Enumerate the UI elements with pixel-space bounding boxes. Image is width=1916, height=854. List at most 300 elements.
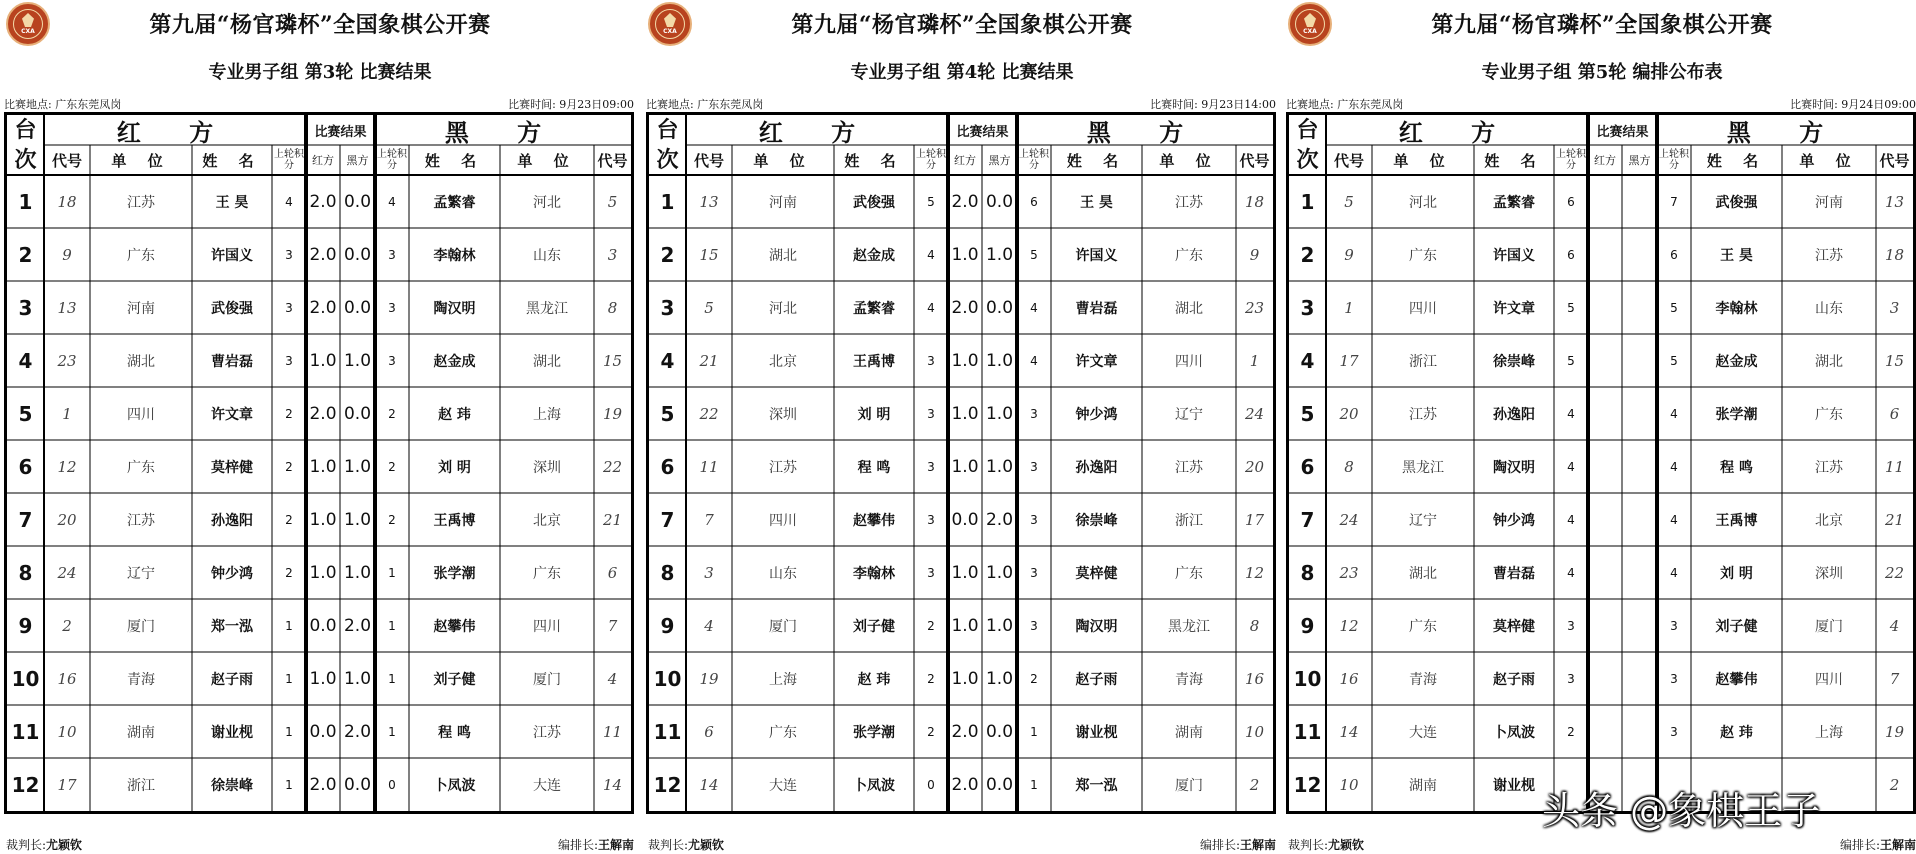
black-prev-points-cell: 5 [1030, 247, 1038, 262]
black-name-cell: 李翰林 [433, 247, 476, 264]
black-unit-cell: 广东 [1175, 247, 1203, 264]
black-result-cell: 2.0 [343, 721, 372, 742]
black-code-cell: 5 [607, 192, 618, 211]
black-name-cell: 曹岩磊 [1075, 300, 1118, 317]
black-result-cell [1622, 228, 1657, 281]
red-name-cell: 钟少鸿 [211, 565, 253, 582]
red-result-cell: 2.0 [309, 244, 337, 265]
red-code-cell: 14 [1339, 722, 1359, 741]
board-cell: 6 [18, 454, 33, 479]
red-unit-cell: 河南 [127, 300, 155, 317]
black-prev-points-cell: 6 [1030, 194, 1038, 209]
black-result-cell: 0.0 [985, 191, 1014, 212]
red-result-cell [1588, 652, 1622, 705]
red-unit-cell: 江苏 [127, 194, 155, 211]
chief-referee-label: 裁判长: [648, 838, 689, 852]
match-time-text: 比赛时间: 9月23日14:00 [1150, 98, 1276, 111]
black-prev-points-header: 上轮积分 [377, 149, 407, 171]
black-code-cell: 21 [602, 510, 623, 529]
black-side-header: 黑 方 [1086, 117, 1204, 147]
table-number-header [649, 115, 686, 175]
board-cell: 8 [660, 560, 675, 585]
black-prev-points-cell: 4 [1670, 512, 1678, 527]
black-prev-points-cell: 1 [388, 565, 396, 580]
red-prev-points-cell: 4 [1567, 512, 1575, 527]
result-sheet [642, 0, 1282, 854]
black-side-header: 黑 方 [444, 117, 562, 147]
board-cell: 1 [660, 189, 675, 214]
black-code-cell: 13 [1884, 192, 1905, 211]
chief-referee-name: 尤颖钦 [688, 838, 725, 852]
black-code-cell: 18 [1884, 245, 1905, 264]
result-header: 比赛结果 [314, 124, 367, 140]
black-code-cell: 7 [1889, 669, 1900, 688]
red-code-cell: 24 [57, 563, 77, 582]
pairing-table [1286, 112, 1916, 814]
red-prev-points-cell: 1 [285, 671, 293, 686]
result-sheet [1282, 0, 1916, 854]
board-cell: 11 [653, 719, 682, 744]
black-prev-points-cell: 4 [1030, 300, 1038, 315]
red-name-cell: 张学潮 [853, 724, 895, 741]
red-unit-cell: 湖南 [127, 724, 155, 741]
black-code-cell: 8 [607, 298, 618, 317]
black-prev-points-cell: 5 [1670, 300, 1678, 315]
match-time-text: 比赛时间: 9月24日09:00 [1790, 98, 1916, 111]
black-unit-cell: 深圳 [533, 459, 561, 476]
black-result-cell [1622, 493, 1657, 546]
red-name-cell: 王禹博 [853, 353, 895, 370]
red-name-cell: 赵金成 [853, 247, 895, 264]
red-unit-header: 单 位 [111, 151, 171, 170]
black-unit-cell: 广东 [533, 565, 561, 582]
black-prev-points-header: 上轮积分 [1659, 149, 1689, 171]
black-code-cell: 10 [1244, 722, 1265, 741]
result-header: 比赛结果 [956, 124, 1009, 140]
black-result-cell: 1.0 [343, 350, 372, 371]
watermark-text: 头条 @象棋王子 [1542, 789, 1821, 833]
black-code-cell: 19 [602, 404, 623, 423]
red-result-cell [1588, 334, 1622, 387]
black-code-header: 代号 [597, 151, 628, 170]
black-unit-cell: 湖南 [1175, 724, 1203, 741]
black-prev-points-cell: 1 [1030, 724, 1038, 739]
red-prev-points-cell: 2 [285, 565, 293, 580]
black-unit-cell: 江苏 [533, 724, 561, 741]
black-code-cell: 7 [607, 616, 618, 635]
document-title: 第九届“杨官璘杯”全国象棋公开赛 [791, 12, 1133, 38]
red-code-cell: 12 [57, 457, 77, 476]
black-name-cell: 陶汉明 [1075, 618, 1118, 635]
match-time-text: 比赛时间: 9月23日09:00 [508, 98, 634, 111]
red-prev-points-cell: 5 [927, 194, 935, 209]
red-name-cell: 卜凤波 [853, 777, 895, 794]
red-prev-points-header: 上轮积分 [1556, 149, 1586, 171]
red-unit-cell: 四川 [127, 406, 155, 423]
chief-referee-signature [1288, 836, 1364, 853]
black-unit-header: 单 位 [1799, 151, 1859, 170]
red-result-cell: 2.0 [951, 297, 979, 318]
board-cell: 5 [1300, 401, 1315, 426]
black-result-cell: 2.0 [985, 509, 1014, 530]
red-unit-cell: 湖北 [1409, 565, 1437, 582]
black-name-cell: 程 鸣 [438, 724, 471, 741]
red-unit-cell: 青海 [1409, 671, 1437, 688]
black-code-cell: 21 [1884, 510, 1905, 529]
black-prev-points-cell: 4 [1670, 565, 1678, 580]
table-header-char-2: 次 [1296, 147, 1319, 173]
black-result-cell: 0.0 [343, 774, 372, 795]
black-result-cell: 0.0 [343, 191, 372, 212]
red-name-header: 姓 名 [844, 151, 904, 170]
red-prev-points-cell: 4 [1567, 459, 1575, 474]
logo-text: CXA [21, 28, 35, 35]
black-name-cell: 王禹博 [433, 512, 476, 529]
black-name-cell: 钟少鸿 [1075, 406, 1118, 423]
black-name-cell: 赵子雨 [1075, 671, 1118, 688]
board-cell: 9 [18, 613, 33, 638]
red-prev-points-cell: 4 [285, 194, 293, 209]
black-result-cell [1622, 652, 1657, 705]
black-code-cell: 3 [1889, 298, 1900, 317]
venue-text: 比赛地点: 广东东莞凤岗 [4, 98, 122, 111]
red-code-cell: 13 [57, 298, 77, 317]
black-unit-header: 单 位 [517, 151, 577, 170]
red-name-cell: 钟少鸿 [1493, 512, 1535, 529]
black-unit-cell: 厦门 [533, 671, 561, 688]
red-unit-cell: 湖北 [769, 247, 797, 264]
arranger-label: 编排长: [1839, 838, 1880, 852]
red-name-cell: 刘子健 [853, 618, 895, 635]
black-code-header: 代号 [1879, 151, 1910, 170]
board-cell: 7 [18, 507, 33, 532]
black-unit-cell: 四川 [533, 618, 561, 635]
red-code-cell: 2 [62, 616, 72, 635]
red-prev-points-cell: 2 [927, 618, 935, 633]
black-result-cell: 1.0 [343, 562, 372, 583]
black-result-cell [1622, 546, 1657, 599]
red-code-cell: 3 [704, 563, 714, 582]
red-code-cell: 17 [1339, 351, 1359, 370]
red-name-cell: 莫梓健 [211, 459, 253, 476]
board-cell: 7 [660, 507, 675, 532]
red-code-cell: 19 [699, 669, 719, 688]
result-sheet [0, 0, 640, 854]
red-code-cell: 23 [57, 351, 77, 370]
red-prev-points-cell: 4 [927, 300, 935, 315]
black-name-header: 姓 名 [424, 151, 485, 170]
black-name-cell: 刘 明 [1720, 565, 1753, 582]
logo-text: CXA [663, 28, 677, 35]
black-result-cell: 1.0 [985, 244, 1014, 265]
red-result-header: 红方 [312, 154, 334, 167]
red-name-cell: 陶汉明 [1493, 459, 1535, 476]
red-prev-points-cell: 3 [285, 247, 293, 262]
red-name-cell: 武俊强 [853, 194, 895, 211]
red-name-cell: 程 鸣 [857, 459, 891, 476]
red-unit-header: 单 位 [1393, 151, 1453, 170]
board-cell: 4 [660, 348, 675, 373]
black-name-cell: 许文章 [1075, 353, 1118, 370]
red-prev-points-cell: 3 [927, 353, 935, 368]
red-name-cell: 孙逸阳 [1493, 406, 1535, 423]
red-name-cell: 赵子雨 [1493, 671, 1535, 688]
black-prev-points-cell: 6 [1670, 247, 1678, 262]
black-prev-points-cell: 3 [1670, 618, 1678, 633]
black-unit-cell: 厦门 [1175, 777, 1203, 794]
red-prev-points-cell: 5 [1567, 353, 1575, 368]
red-unit-cell: 江苏 [127, 512, 155, 529]
black-result-cell: 1.0 [343, 509, 372, 530]
red-result-cell [1588, 546, 1622, 599]
board-cell: 8 [1300, 560, 1315, 585]
black-unit-cell: 黑龙江 [526, 300, 568, 317]
red-prev-points-cell: 2 [927, 724, 935, 739]
red-code-cell: 9 [62, 245, 72, 264]
red-unit-cell: 厦门 [127, 618, 155, 635]
black-unit-cell: 河北 [533, 194, 561, 211]
board-cell: 1 [18, 189, 33, 214]
black-name-cell: 莫梓健 [1075, 565, 1118, 582]
black-unit-cell: 山东 [1815, 300, 1843, 317]
chief-referee-name: 尤颖钦 [46, 838, 83, 852]
black-code-cell: 17 [1244, 510, 1265, 529]
black-code-cell: 11 [1884, 457, 1905, 476]
red-unit-cell: 深圳 [769, 406, 797, 423]
red-prev-points-cell: 6 [1567, 194, 1575, 209]
board-cell: 11 [1293, 719, 1322, 744]
arranger-name: 王解南 [1879, 838, 1916, 852]
black-prev-points-cell: 1 [388, 671, 396, 686]
black-unit-cell: 北京 [1815, 512, 1843, 529]
board-cell: 1 [1300, 189, 1315, 214]
red-result-cell: 1.0 [951, 615, 979, 636]
black-name-cell: 赵攀伟 [433, 618, 476, 635]
black-result-header: 黑方 [1628, 154, 1651, 167]
black-unit-cell: 青海 [1175, 671, 1203, 688]
red-name-cell: 谢业枧 [211, 724, 253, 741]
black-code-cell: 6 [607, 563, 618, 582]
red-result-cell: 0.0 [951, 509, 979, 530]
red-code-cell: 4 [704, 616, 714, 635]
black-code-cell: 3 [607, 245, 618, 264]
board-cell: 8 [18, 560, 33, 585]
red-unit-cell: 湖北 [127, 353, 155, 370]
black-unit-cell: 大连 [533, 777, 561, 794]
red-prev-points-cell: 2 [285, 512, 293, 527]
red-unit-cell: 广东 [127, 247, 155, 264]
board-cell: 3 [660, 295, 675, 320]
arranger-signature [1200, 836, 1276, 853]
red-name-cell: 赵攀伟 [853, 512, 895, 529]
black-name-cell: 孙逸阳 [1075, 459, 1118, 476]
red-unit-cell: 河南 [769, 194, 797, 211]
red-unit-cell: 江苏 [769, 459, 797, 476]
black-code-cell: 11 [602, 722, 623, 741]
red-code-cell: 10 [57, 722, 77, 741]
table-header-char-1: 台 [14, 117, 37, 143]
red-name-cell: 孟繁睿 [1493, 194, 1535, 211]
black-name-header: 姓 名 [1066, 151, 1127, 170]
table-header-char-2: 次 [14, 147, 37, 173]
chief-referee-label: 裁判长: [1288, 838, 1329, 852]
red-name-cell: 刘 明 [857, 406, 891, 423]
board-cell: 10 [1293, 666, 1322, 691]
document-title: 第九届“杨官璘杯”全国象棋公开赛 [1431, 12, 1773, 38]
black-code-cell: 12 [1244, 563, 1265, 582]
red-code-cell: 18 [57, 192, 77, 211]
black-code-cell: 22 [1884, 563, 1905, 582]
red-name-cell: 卜凤波 [1493, 724, 1535, 741]
black-unit-cell: 湖北 [1175, 300, 1203, 317]
black-result-cell: 1.0 [343, 668, 372, 689]
board-cell: 12 [11, 772, 40, 797]
red-result-cell: 0.0 [309, 615, 337, 636]
black-result-cell [1622, 705, 1657, 758]
black-prev-points-cell: 3 [388, 300, 396, 315]
board-cell: 12 [1293, 772, 1322, 797]
red-code-header: 代号 [1333, 151, 1364, 170]
document-title: 第九届“杨官璘杯”全国象棋公开赛 [149, 12, 491, 38]
black-prev-points-cell: 1 [388, 724, 396, 739]
chief-referee-label: 裁判长: [6, 838, 47, 852]
red-name-cell: 李翰林 [853, 565, 895, 582]
black-prev-points-cell: 7 [1670, 194, 1678, 209]
red-code-cell: 7 [704, 510, 714, 529]
red-prev-points-cell: 2 [1567, 724, 1575, 739]
black-prev-points-cell: 2 [388, 406, 396, 421]
red-unit-cell: 广东 [1409, 247, 1437, 264]
arranger-signature [558, 836, 634, 853]
red-code-cell: 11 [699, 457, 719, 476]
red-unit-cell: 浙江 [1409, 353, 1437, 370]
red-result-cell: 1.0 [309, 509, 337, 530]
black-code-cell: 23 [1244, 298, 1265, 317]
black-unit-cell: 广东 [1815, 406, 1843, 423]
black-unit-cell: 上海 [533, 406, 561, 423]
black-name-cell: 郑一泓 [1075, 777, 1118, 794]
arranger-signature [1840, 836, 1916, 853]
red-unit-cell: 广东 [1409, 618, 1437, 635]
black-result-cell [1622, 281, 1657, 334]
red-unit-cell: 厦门 [769, 618, 797, 635]
red-name-cell: 赵子雨 [211, 671, 253, 688]
black-code-cell: 20 [1244, 457, 1265, 476]
black-result-cell [1622, 175, 1657, 228]
black-name-cell: 徐崇峰 [1075, 512, 1118, 529]
red-unit-cell: 辽宁 [127, 565, 155, 582]
red-prev-points-cell: 5 [1567, 300, 1575, 315]
red-code-cell: 16 [57, 669, 77, 688]
black-prev-points-cell: 4 [1670, 459, 1678, 474]
black-name-cell: 赵金成 [433, 353, 476, 370]
red-name-header: 姓 名 [202, 151, 262, 170]
chief-referee-name: 尤颖钦 [1328, 838, 1365, 852]
black-prev-points-cell: 3 [1030, 565, 1038, 580]
black-name-cell: 卜凤波 [433, 777, 476, 794]
red-code-cell: 12 [1339, 616, 1359, 635]
arranger-name: 王解南 [1239, 838, 1276, 852]
board-cell: 6 [660, 454, 675, 479]
red-name-cell: 许文章 [1493, 300, 1535, 317]
pairing-table [4, 112, 634, 814]
black-name-cell: 赵攀伟 [1715, 671, 1758, 688]
red-unit-cell: 四川 [1409, 300, 1437, 317]
red-result-cell: 1.0 [951, 403, 979, 424]
red-prev-points-cell: 1 [285, 724, 293, 739]
pairing-table [646, 112, 1276, 814]
black-code-cell: 16 [1244, 669, 1265, 688]
red-code-cell: 22 [699, 404, 719, 423]
black-unit-cell: 山东 [533, 247, 561, 264]
red-result-cell: 1.0 [951, 244, 979, 265]
red-unit-cell: 广东 [127, 459, 155, 476]
red-code-cell: 5 [704, 298, 714, 317]
board-cell: 3 [18, 295, 33, 320]
red-code-cell: 20 [57, 510, 77, 529]
black-prev-points-cell: 3 [1670, 724, 1678, 739]
red-code-cell: 1 [62, 404, 72, 423]
red-code-cell: 8 [1344, 457, 1354, 476]
black-unit-cell: 广东 [1175, 565, 1203, 582]
red-name-header: 姓 名 [1484, 151, 1544, 170]
black-prev-points-cell: 4 [1030, 353, 1038, 368]
red-result-cell: 1.0 [951, 456, 979, 477]
red-prev-points-cell: 3 [1567, 671, 1575, 686]
black-name-cell: 孟繁睿 [433, 194, 476, 211]
red-side-header: 红 方 [116, 117, 234, 147]
red-name-cell: 许国义 [211, 247, 253, 264]
black-result-cell: 0.0 [985, 297, 1014, 318]
black-name-cell: 刘子健 [1715, 618, 1758, 635]
black-name-cell: 赵 玮 [1720, 724, 1753, 741]
board-cell: 2 [660, 242, 675, 267]
black-unit-cell: 四川 [1815, 671, 1843, 688]
board-cell: 4 [18, 348, 33, 373]
board-cell: 6 [1300, 454, 1315, 479]
black-code-cell: 8 [1249, 616, 1260, 635]
red-code-cell: 16 [1339, 669, 1359, 688]
red-result-cell: 1.0 [309, 456, 337, 477]
black-unit-cell: 黑龙江 [1168, 618, 1210, 635]
black-name-cell: 赵金成 [1715, 353, 1758, 370]
red-result-cell [1588, 387, 1622, 440]
red-result-header: 红方 [1594, 154, 1616, 167]
red-prev-points-cell: 4 [1567, 406, 1575, 421]
black-prev-points-cell: 3 [388, 353, 396, 368]
black-result-cell [1622, 334, 1657, 387]
red-result-cell [1588, 281, 1622, 334]
black-result-cell: 1.0 [985, 403, 1014, 424]
black-unit-cell: 北京 [533, 512, 561, 529]
red-name-cell: 曹岩磊 [1493, 565, 1535, 582]
red-result-cell [1588, 228, 1622, 281]
venue-text: 比赛地点: 广东东莞凤岗 [646, 98, 764, 111]
red-result-cell: 1.0 [951, 350, 979, 371]
red-prev-points-cell: 1 [285, 777, 293, 792]
red-result-cell [1588, 599, 1622, 652]
red-result-cell: 2.0 [951, 191, 979, 212]
black-unit-cell: 江苏 [1815, 459, 1843, 476]
red-name-cell: 莫梓健 [1493, 618, 1535, 635]
arranger-label: 编排长: [557, 838, 598, 852]
black-result-cell: 2.0 [343, 615, 372, 636]
red-name-cell: 孟繁睿 [853, 300, 895, 317]
red-code-cell: 9 [1344, 245, 1354, 264]
black-name-cell: 许国义 [1075, 247, 1118, 264]
black-result-cell [1622, 599, 1657, 652]
red-result-cell [1588, 175, 1622, 228]
